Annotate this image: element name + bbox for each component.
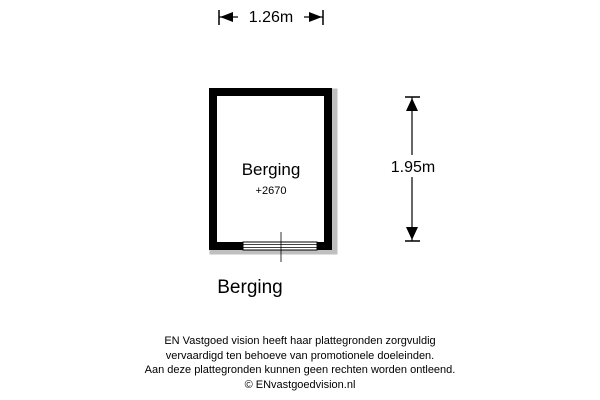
- disclaimer-line-2: vervaardigd ten behoeve van promotionele doeleinden.: [165, 349, 435, 362]
- width-arrow-right: [309, 12, 322, 22]
- wall-bottom-left: [209, 242, 243, 250]
- floor-title: Berging: [217, 277, 283, 298]
- door-frame: [243, 242, 317, 250]
- disclaimer-line-3: Aan deze plattegronden kunnen geen rechten worden ontleend.: [144, 364, 456, 376]
- room-name: Berging: [241, 160, 301, 179]
- width-label: 1.26m: [248, 9, 294, 26]
- disclaimer-line-1: EN Vastgoed vision heeft haar plattegronden zorgvuldig: [164, 335, 436, 347]
- disclaimer-copyright: © ENvastgoedvision.nl: [244, 378, 356, 391]
- height-dimension: [384, 97, 442, 241]
- door-opening: [243, 232, 317, 262]
- wall-top: [209, 88, 332, 96]
- room-elevation: +2670: [255, 185, 287, 197]
- wall-left: [209, 88, 217, 250]
- width-arrow-left: [220, 12, 233, 22]
- height-arrow-top: [406, 98, 418, 111]
- width-dimension: [219, 6, 323, 28]
- disclaimer: [0, 334, 600, 392]
- height-arrow-bottom: [406, 227, 418, 240]
- wall-bottom-right: [317, 242, 332, 250]
- wall-right: [324, 88, 332, 250]
- height-label: 1.95m: [390, 159, 436, 176]
